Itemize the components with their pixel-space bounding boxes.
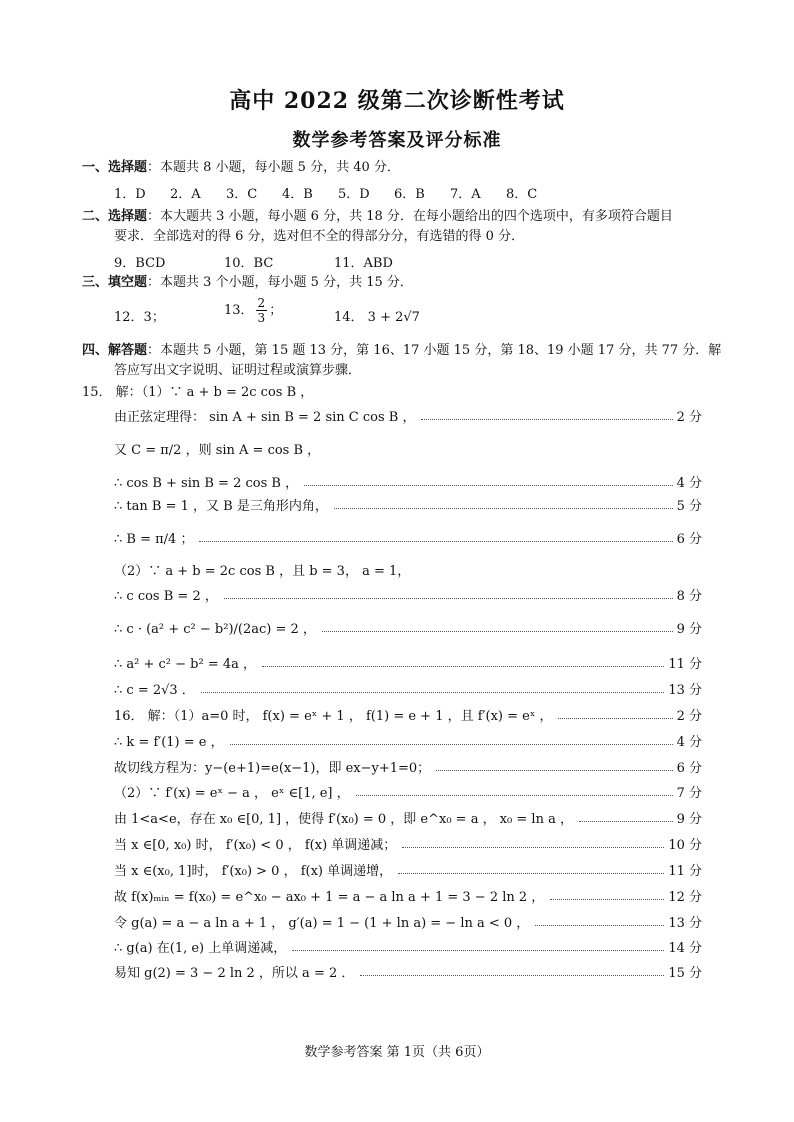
score-points: 6 分 [676,531,702,547]
section-1-desc: ：本题共 8 小题，每小题 5 分，共 40 分． [147,160,400,175]
answer-3: 3．C [226,187,258,202]
page-subtitle: 数学参考答案及评分标准 [292,130,502,151]
score-points: 9 分 [676,621,702,637]
q16-step: 故切线方程为：y−(e+1)=e(x−1)，即 ex−y+1=0； 6 分 [114,756,702,776]
section-3-desc: ：本题共 3 个小题，每小题 5 分，共 15 分． [147,275,413,290]
q15-step: 又 C = π/2 ，则 sin A = cos B ， [114,442,321,458]
q15-step: ∴ c = 2√3 ． 13 分 [114,678,702,698]
q16-step: 易知 g(2) = 3 − 2 ln 2 ，所以 a = 2 ． 15 分 [114,961,702,981]
score-points: 2 分 [676,409,702,425]
q15-step: ∴ c · (a² + c² − b²)/(2ac) = 2 ， 9 分 [114,617,702,637]
section-4-desc: ：本题共 5 小题，第 15 题 13 分，第 16、17 小题 15 分，第 18、19 小题 17 分，共 77 分．解 [147,343,722,358]
section-3-title: 三、填空题 [82,275,148,290]
q16-step: 故 f(x)ₘᵢₙ = f(x₀) = e^x₀ − ax₀ + 1 = a − a ln a + 1 = 3 − 2 ln 2 ， 12 分 [114,885,702,905]
answer-4: 4．B [282,187,313,202]
score-points: 11 分 [668,656,702,672]
section-4-desc-cont: 答应写出文字说明、证明过程或演算步骤． [114,363,362,378]
answer-1: 1．D [114,187,146,202]
score-points: 13 分 [668,915,702,931]
answer-13 [224,296,282,325]
answer-12: 12．3； [114,310,165,325]
q15-step: 由正弦定理得： sin A + sin B = 2 sin C cos B ， 2 分 [114,405,702,425]
q15-part1-given: （1）∵ a + b = 2c cos B ， [141,385,314,400]
answer-13-fraction [256,296,268,325]
page-footer: 数学参考答案 第 1页（共 6页） [304,1045,490,1060]
answer-11: 11．ABD [334,256,393,271]
section-3-heading [82,274,413,292]
fraction-denominator: 3 [257,311,266,325]
score-points: 2 分 [676,708,702,724]
section-4-title: 四、解答题 [82,343,148,358]
q16-step: 令 g(a) = a − a ln a + 1 ， g′(a) = 1 − (1 + ln a) = − ln a < 0 ， 13 分 [114,911,702,931]
score-points: 4 分 [676,475,702,491]
score-points: 6 分 [676,760,702,776]
page-title: 高中 2022 级第二次诊断性考试 [229,88,565,114]
answer-7: 7．A [450,187,481,202]
q15-step: ∴ B = π/4 ； 6 分 [114,527,702,547]
answer-13-label: 13． [224,303,254,318]
section-1-title: 一、选择题 [82,160,148,175]
q15-step: ∴ a² + c² − b² = 4a ， 11 分 [114,652,702,672]
section-4-heading [82,342,721,360]
q16-step: 16． 解：（1）a=0 时， f(x) = eˣ + 1 ， f(1) = e + 1 ，且 f′(x) = eˣ ， 2 分 [114,704,702,724]
score-points: 10 分 [668,837,702,853]
q16-step: （2）∵ f′(x) = eˣ − a ， eˣ ∈[1, e] ， 7 分 [114,781,702,801]
q15-label: 15． 解： [82,385,142,400]
answer-13-suffix: ； [269,303,283,318]
q16-step: 当 x ∈(x₀, 1]时， f′(x₀) > 0 ， f(x) 单调递增， 11 分 [114,859,702,879]
q16-step: ∴ g(a) 在(1, e) 上单调递减， 14 分 [114,936,702,956]
answer-8: 8．C [506,187,538,202]
score-points: 14 分 [668,940,702,956]
score-points: 15 分 [668,965,702,981]
q15-step: ∴ tan B = 1 ，又 B 是三角形内角， 5 分 [114,494,702,514]
q15-part2-given: （2）∵ a + b = 2c cos B ，且 b = 3， a = 1， [114,564,411,579]
section-1-heading [82,159,400,177]
q15-header [82,384,313,402]
score-points: 8 分 [676,588,702,604]
score-points: 5 分 [676,498,702,514]
score-points: 7 分 [676,785,702,801]
section-2-title: 二、选择题 [82,209,148,224]
answer-9: 9．BCD [114,256,166,271]
section-2-desc: ：本大题共 3 小题，每小题 6 分，共 18 分．在每小题给出的四个选项中，有多项符合题目 [147,209,673,224]
answer-10: 10．BC [224,256,274,271]
section-2-heading [82,208,673,226]
fraction-numerator: 2 [257,296,266,310]
section-2-desc-cont: 要求．全部选对的得 6 分，选对但不全的得部分分，有选错的得 0 分． [114,229,525,244]
answer-14: 14． 3 + 2√7 [334,310,420,325]
q15-step: ∴ cos B + sin B = 2 cos B ， 4 分 [114,471,702,491]
q16-step: 当 x ∈[0, x₀) 时， f′(x₀) < 0 ， f(x) 单调递减； 10 分 [114,833,702,853]
answer-2: 2．A [170,187,201,202]
answer-6: 6．B [394,187,425,202]
score-points: 13 分 [668,682,702,698]
score-points: 4 分 [676,734,702,750]
score-points: 9 分 [676,811,702,827]
q16-step: ∴ k = f′(1) = e ， 4 分 [114,730,702,750]
q16-step: 由 1<a<e，存在 x₀ ∈[0, 1] ，使得 f′(x₀) = 0 ，即 e^x₀ = a ， x₀ = ln a ， 9 分 [114,807,702,827]
answer-5: 5．D [338,187,370,202]
q15-step: ∴ c cos B = 2 ， 8 分 [114,584,702,604]
score-points: 12 分 [668,889,702,905]
score-points: 11 分 [668,863,702,879]
